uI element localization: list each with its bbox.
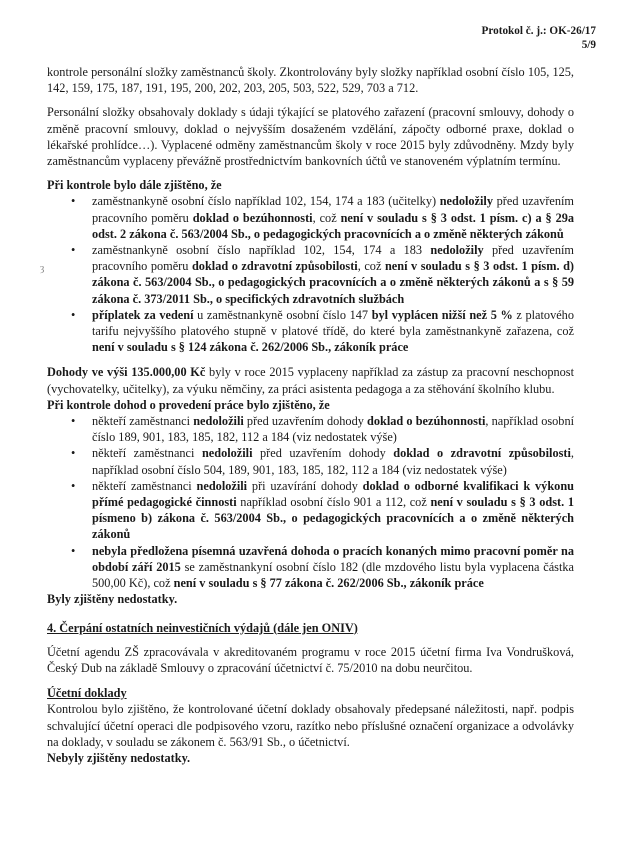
finding-zdravotni: • zaměstnankyně osobní číslo například 102, 154, 174 a 183 nedoložily před uzavřením pracovního poměru doklad o zdravotní způsobilosti, což není v souladu s § 3 odst. 1 písm. d) zákona č. 563/2004 Sb., o pedagogických pracovnících a o změně některých zákonů a s § 59 zákona č. 373/2011 Sb., o specifických zdravotních službách [47,242,574,307]
heading-dpp-findings: Při kontrole dohod o provedení práce bylo zjištěno, že [47,397,330,412]
dpp-finding-kvalifikace: • někteří zaměstnanci nedoložili při uzavírání dohody doklad o odborné kvalifikaci k výkonu přímé pedagogické činnosti například osobní číslo 901 a 112, což není v souladu s § 3 odst. 1 písmeno b) zákona č. 563/2004 Sb., o pedagogických pracovnících a o změně některých zákonů [47,478,574,543]
findings-list [47,193,574,355]
finding-priplatek: • příplatek za vedení u zaměstnankyně osobní číslo 147 byl vyplácen nižší než 5 % z platového tarifu nejvyššího platového stupně v platové třídě, do které byla zaměstnankyně zařazena, což není v souladu s § 124 zákona č. 262/2006 Sb., zákoník práce [47,307,574,356]
paragraph-accounting-documents: Kontrolou bylo zjištěno, že kontrolované účetní doklady obsahovaly předepsané náležitosti, např. podpis schvalující účetní operaci dle podpisového vzoru, razítko nebo příslušné označení organizace a odvolávky na doklady, v souladu se zákonem č. 563/91 Sb., o účetnictví. [47,702,574,749]
paragraph-personal-files: Personální složky obsahovaly doklady s údaji týkající se platového zařazení (pracovní smlouvy, dohody o změně pracovní smlouvy, doklad o nejvyšším dosaženém vzdělání, zápočty odborné praxe, doklad o lékařské prohlídce…). Vyplacené odměny zaměstnancům školy v roce 2015 byly zdůvodněny. Mzdy byly zaměstnancům vyplaceny převážně prostřednictvím bankovních účtů ve stanoveném výplatním termínu. [47,105,574,169]
paragraph-dohody: Dohody ve výši 135.000,00 Kč byly v roce 2015 vyplaceny například za zástup za pracovní neschopnost (vychovatelky, učitelky), za výuku němčiny, za práci asistenta pedagoga a za stěhování školního klubu. [47,365,574,396]
result-no-deficiencies: Nebyly zjištěny nedostatky. [47,750,191,765]
dpp-finding-zdravotni: • někteří zaměstnanci nedoložili před uzavřením dohody doklad o zdravotní způsobilosti, například osobní číslo 504, 189, 901, 183, 185, 182, 112 a 184 (viz nedostatek výše) [47,445,574,477]
margin-mark: ȝ [40,262,45,274]
dpp-finding-bezuhonnost: • někteří zaměstnanci nedoložili před uzavřením dohody doklad o bezúhonnosti, například osobní číslo 189, 901, 183, 185, 182, 112 a 184 (viz nedostatek výše) [47,413,574,445]
finding-bezuhonnost: • zaměstnankyně osobní číslo například 102, 154, 174 a 183 (učitelky) nedoložily před uzavřením pracovního poměru doklad o bezúhonnosti, což není v souladu s § 3 odst. 1 písm. c) a § 29a odst. 2 zákona č. 563/2004 Sb., o pedagogických pracovnících a o změně některých zákonů [47,193,574,242]
section-heading-oniv: 4. Čerpání ostatních neinvestičních výdajů (dále jen ONIV) [47,620,358,635]
subheading-accounting-documents: Účetní doklady [47,686,127,701]
protocol-number: Protokol č. j.: OK-26/17 [481,25,596,37]
heading-findings: Při kontrole bylo dále zjištěno, že [47,178,222,193]
page-number: 5/9 [581,39,596,51]
body-text [47,64,574,766]
dpp-finding-dohoda: • nebyla předložena písemná uzavřená dohoda o pracích konaných mimo pracovní poměr na období září 2015 se zaměstnankyní osobní číslo 182 (dle mzdového listu byla vyplacena částka 500,00 Kč), což není v souladu s § 77 zákona č. 262/2006 Sb., zákoník práce [47,543,574,592]
dpp-findings-list [47,413,574,591]
paragraph-intro: kontrole personální složky zaměstnanců školy. Zkontrolovány byly složky například osobní číslo 105, 125, 142, 159, 175, 187, 191, 195, 200, 202, 203, 205, 503, 522, 529, 703 a 712. [47,65,574,96]
paragraph-accounting: Účetní agendu ZŠ zpracovávala v akreditovaném programu v roce 2015 účetní firma Iva Vondrušková, Český Dub na základě Smlouvy o zpracování účetnictví č. 75/2010 na dobu neurčitou. [47,644,574,675]
result-deficiencies-found: Byly zjištěny nedostatky. [47,592,178,607]
